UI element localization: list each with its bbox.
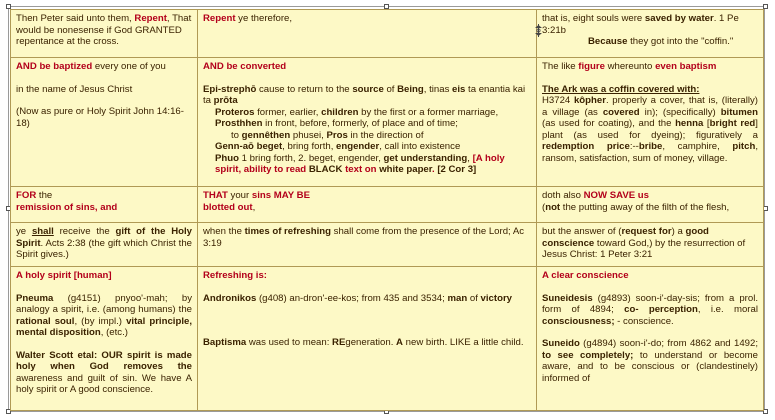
cell-text <box>203 226 531 249</box>
text-run: man <box>447 292 468 304</box>
text-run: prōta <box>213 95 238 106</box>
table-cell[interactable] <box>11 223 198 267</box>
table-cell[interactable] <box>198 267 537 411</box>
text-run: Proteros <box>215 106 255 118</box>
text-run: ) a <box>671 226 686 237</box>
text-run: ye <box>16 226 32 237</box>
table-row <box>11 267 764 411</box>
text-run: , camphire, <box>662 141 733 152</box>
text-run: eis <box>452 83 466 95</box>
text-run: The like <box>542 61 579 72</box>
text-run: H3724 <box>542 95 574 106</box>
text-run: Suneidesis <box>542 292 593 304</box>
text-run: (g4151) pnyoo'-mah; by analogy a spirit, i.e. (among humans) the <box>16 292 192 315</box>
text-run: in the direction of <box>347 129 424 141</box>
text-run: Repent <box>134 13 167 24</box>
text-run: , <box>467 152 473 164</box>
text-run: . properly a cover, that is, (literally) a village (as <box>542 95 758 118</box>
text-run: , i.e. moral <box>697 304 758 315</box>
text-run: Then Peter said unto them, <box>16 13 135 24</box>
cell-text <box>542 36 758 48</box>
text-run: FOR <box>16 190 37 201</box>
cell-text <box>16 61 192 73</box>
text-run: was used to mean: <box>246 337 333 348</box>
cell-heading: The Ark was a coffin covered with: <box>542 83 700 95</box>
table-cell[interactable] <box>198 10 537 58</box>
cell-text <box>16 13 192 48</box>
text-run: to <box>231 129 242 141</box>
cell-text <box>16 190 192 202</box>
text-run: bright red <box>709 118 756 129</box>
text-run: good conscience <box>542 226 709 249</box>
text-run: (as used for coating), and the <box>542 118 676 129</box>
table-cell[interactable] <box>198 187 537 223</box>
text-run: phusei, <box>290 129 327 141</box>
text-run: beget <box>256 141 283 152</box>
text-run: victory <box>480 292 513 304</box>
text-run: pitch <box>732 141 756 152</box>
text-run: the <box>36 190 53 201</box>
text-run: (g408) an-dron'-ee-kos; from 435 and 3534; <box>256 292 448 304</box>
text-run: , <box>252 201 256 213</box>
text-run: . 1 Pe 3:21b <box>542 13 739 36</box>
table-cell[interactable] <box>198 223 537 267</box>
text-run: , bring forth, <box>282 141 337 152</box>
text-run: every one of you <box>92 61 166 72</box>
table-cell[interactable] <box>198 58 537 187</box>
text-run: MAY BE <box>273 190 311 201</box>
table-cell[interactable] <box>11 187 198 223</box>
cell-heading: A clear conscience <box>542 270 629 281</box>
text-run: , That would be nonesense if God GRANTED repentance at the cross. <box>16 13 192 47</box>
text-run: BLACK <box>308 164 343 175</box>
table-row <box>11 10 764 58</box>
table-cell[interactable] <box>11 58 198 187</box>
cell-text <box>203 337 531 349</box>
cell-text <box>16 226 192 261</box>
table-cell[interactable] <box>537 187 764 223</box>
text-run: Pneuma <box>16 292 54 304</box>
text-run: that is, eight souls were <box>542 13 645 24</box>
text-run: not <box>545 201 561 213</box>
text-run: in front, before, formerly, of place and of time; <box>262 118 458 129</box>
table-cell[interactable] <box>11 267 198 411</box>
text-run: 1 bring forth, 2. beget, engender, <box>238 152 384 164</box>
text-run: to see completely; <box>542 349 634 361</box>
text-run: Phuo <box>215 152 239 164</box>
text-run: when the <box>203 226 245 237</box>
text-run: consciousness; <box>542 315 615 327</box>
text-run: Genn-aō <box>215 141 257 152</box>
text-run: henna <box>675 118 704 129</box>
text-run: the putting away of the filth of the flesh, <box>560 201 730 213</box>
text-run: request for <box>621 226 672 237</box>
text-run: bitumen <box>720 106 758 118</box>
text-run: ( <box>542 201 546 213</box>
text-run: get understanding <box>383 152 468 164</box>
cell-text <box>203 293 531 305</box>
cell-text <box>203 13 531 25</box>
cell-text <box>203 153 531 176</box>
text-run: in the name of <box>16 83 80 95</box>
cell-text <box>16 84 192 96</box>
table-row <box>11 58 764 187</box>
table-cell[interactable] <box>537 10 764 58</box>
cell-text <box>542 226 758 261</box>
text-run: Because <box>588 36 628 47</box>
cell-text <box>203 84 531 107</box>
text-run: but the answer of ( <box>542 226 622 237</box>
text-run: RE <box>332 337 346 348</box>
text-run: rational soul <box>16 315 75 327</box>
text-run: whereunto <box>604 61 656 72</box>
cell-text <box>203 141 531 153</box>
text-run: engender <box>336 141 380 152</box>
table-cell[interactable] <box>11 10 198 58</box>
text-run: even baptism <box>655 61 717 72</box>
text-run: vital principle, mental disposition <box>16 315 192 338</box>
text-run: Jesus Christ <box>79 83 133 95</box>
text-run: generation. <box>345 337 397 348</box>
text-run: awareness and guilt of sin. We have A holy spirit or A good conscience. <box>16 372 192 395</box>
text-run: , (by impl.) <box>74 315 127 327</box>
column-resize-icon[interactable] <box>534 24 543 37</box>
cell-text <box>542 190 758 202</box>
text-run: - conscience. <box>614 315 674 327</box>
text-run: AND be baptized <box>16 61 93 72</box>
text-run: figure <box>578 61 605 72</box>
text-run: they got into the "coffin." <box>627 36 734 47</box>
cell-text <box>203 130 531 142</box>
cell-text <box>16 106 192 129</box>
cell-text: remission of sins, and <box>16 201 118 213</box>
text-run: text on <box>342 164 380 175</box>
cell-text <box>203 118 531 130</box>
text-run: . Acts 2:38 (the gift which Christ the Spirit gives.) <box>16 237 192 260</box>
text-run: , call into existence <box>379 141 461 152</box>
text-run: receive the <box>53 226 116 237</box>
text-run: shall come from the presence of the Lord; Ac 3:19 <box>203 226 525 249</box>
text-run: Baptisma <box>203 337 247 348</box>
text-run: doth also <box>542 190 584 201</box>
table-row <box>11 187 764 223</box>
text-run: of <box>467 292 481 304</box>
text-run: Being <box>397 83 424 95</box>
text-run: :-- <box>629 141 639 152</box>
text-run: to understand or become aware, and to be conscious or (clandestinely) informed of <box>542 349 758 384</box>
text-run: your <box>227 190 252 201</box>
text-run: blotted out <box>203 201 253 213</box>
text-run: THAT <box>203 190 228 201</box>
text-run: , (etc.) <box>100 327 128 338</box>
cell-text <box>203 107 531 119</box>
text-run: children <box>321 106 359 118</box>
text-run: cause to return to the <box>256 83 353 95</box>
text-run: of <box>383 83 398 95</box>
cell-text <box>542 13 758 36</box>
cell-heading: Refreshing is: <box>203 270 267 281</box>
cell-heading: A holy spirit [human] <box>16 270 112 281</box>
cell-heading: AND be converted <box>203 61 287 72</box>
table-cell[interactable] <box>537 58 764 187</box>
text-run: new birth. LIKE a little child. <box>402 337 524 348</box>
text-run: Pros <box>326 129 348 141</box>
text-run: saved by water <box>644 13 714 24</box>
text-run: Suneido <box>542 338 580 349</box>
cell-text <box>16 293 192 339</box>
text-run: kôpher <box>573 95 606 106</box>
text-run: covered <box>602 106 640 118</box>
text-run: source <box>352 83 384 95</box>
text-run: shall <box>31 226 54 237</box>
table-row <box>11 223 764 267</box>
cell-text <box>16 350 192 396</box>
table-cell[interactable] <box>537 223 764 267</box>
text-run: former, earlier, <box>254 106 322 118</box>
cell-text <box>203 202 531 214</box>
text-run: by the first or a former marriage, <box>358 106 499 118</box>
text-run: redemption price <box>542 141 630 152</box>
text-run: times of refreshing <box>244 226 331 237</box>
text-run: A <box>396 337 403 348</box>
text-run: Epi-strephō <box>203 83 257 95</box>
cell-text <box>542 95 758 164</box>
text-run: . <box>431 164 438 175</box>
text-run: Walter Scott etal: OUR spirit is made holy when God removes the <box>16 349 192 372</box>
text-run: toward God,) by the resurrection of Jesus Christ: 1 Peter 3:21 <box>542 237 746 260</box>
scripture-comparison-table <box>10 9 764 411</box>
text-run: Repent <box>203 13 236 24</box>
text-run: in); (specifically) <box>639 106 721 118</box>
table-cell[interactable] <box>537 267 764 411</box>
text-run: co- perception <box>624 304 698 315</box>
text-run: sins <box>251 190 272 201</box>
text-run: bribe <box>638 141 663 152</box>
text-run: , tinas <box>423 83 453 95</box>
text-run: ye therefore, <box>235 13 293 24</box>
text-run: Andronikos <box>203 292 257 304</box>
cell-text <box>542 61 758 73</box>
text-run: gennêthen <box>241 129 291 141</box>
text-run: [ <box>703 118 710 129</box>
text-run: ta enantia kai ta <box>203 83 526 106</box>
text-run: (g4894) soon-i'-do; from 4862 and 1492; <box>579 338 758 349</box>
text-run: ] plant (as used for dyeing); figuratively a <box>542 118 758 141</box>
text-run: Prosthhen <box>215 118 263 129</box>
text-run: white paper <box>379 164 432 175</box>
text-run: gift of the Holy Spirit <box>16 226 192 249</box>
text-run: NOW SAVE us <box>583 190 649 201</box>
text-run: [A holy spirit, ability to read <box>215 152 505 175</box>
cell-text <box>542 202 758 214</box>
text-run: (g4893) soon-i'-day-sis; from a prol. form of 4894; <box>542 292 758 315</box>
cell-text <box>542 293 758 328</box>
text-run: [2 Cor 3] <box>437 164 477 175</box>
text-run: , ransom, satisfaction, sum of money, village. <box>542 141 758 164</box>
cell-text <box>542 338 758 384</box>
text-run: (Now as pure or Holy Spirit John 14:16-18) <box>16 106 184 129</box>
cell-text <box>203 190 531 202</box>
